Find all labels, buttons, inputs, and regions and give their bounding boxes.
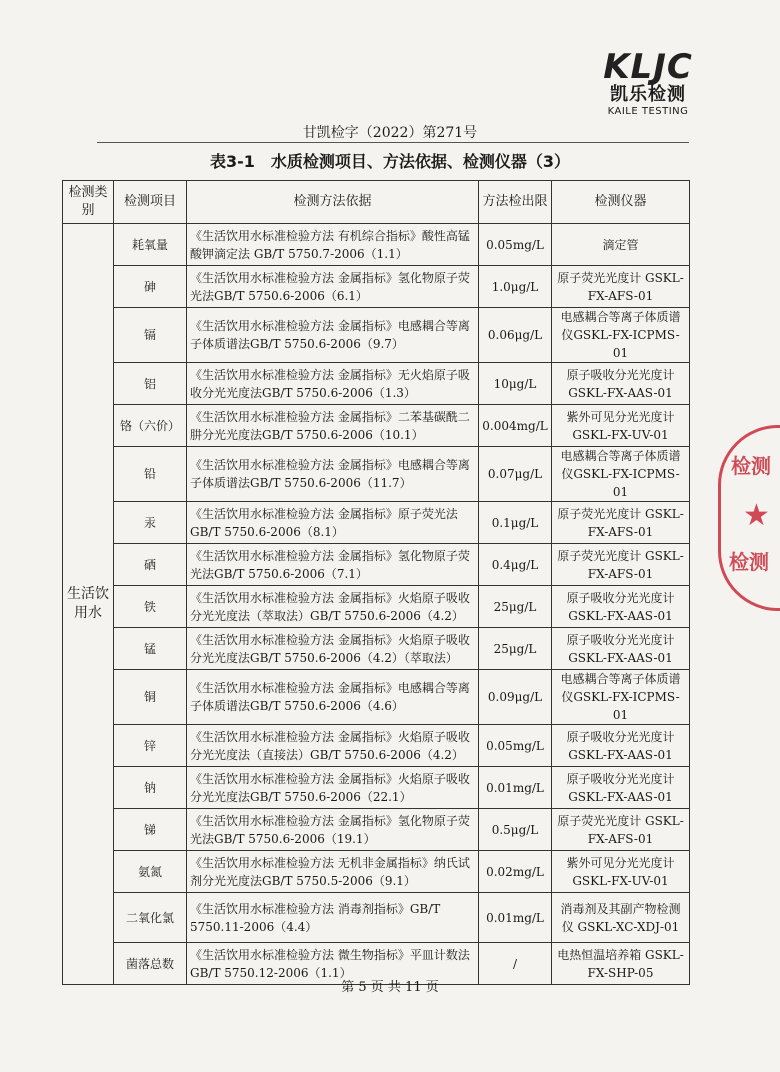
method-cell: 《生活饮用水标准检验方法 金属指标》电感耦合等离子体质谱法GB/T 5750.6-2006（4.6） (187, 670, 479, 725)
header-item: 检测项目 (114, 181, 187, 224)
method-cell: 《生活饮用水标准检验方法 金属指标》电感耦合等离子体质谱法GB/T 5750.6-2006（9.7） (187, 308, 479, 363)
instrument-cell: 原子荧光光度计 GSKL-FX-AFS-01 (552, 266, 690, 308)
limit-cell: 0.09μg/L (479, 670, 552, 725)
table-row (63, 363, 690, 405)
limit-cell: 25μg/L (479, 586, 552, 628)
table-row (63, 224, 690, 266)
logo-mark: KLJC (603, 47, 693, 87)
table-row (63, 767, 690, 809)
inspection-stamp (718, 425, 780, 611)
table-row (63, 266, 690, 308)
limit-cell: 0.4μg/L (479, 544, 552, 586)
table-row (63, 502, 690, 544)
header-limit: 方法检出限 (479, 181, 552, 224)
limit-cell: 0.07μg/L (479, 447, 552, 502)
table-header-row (63, 181, 690, 224)
limit-cell: / (479, 943, 552, 985)
table-row (63, 628, 690, 670)
instrument-cell: 电感耦合等离子体质谱仪GSKL-FX-ICPMS-01 (552, 308, 690, 363)
table-row (63, 725, 690, 767)
method-cell: 《生活饮用水标准检验方法 金属指标》火焰原子吸收分光光度法（直接法）GB/T 5750.6-2006（4.2） (187, 725, 479, 767)
item-cell: 砷 (114, 266, 187, 308)
item-cell: 锑 (114, 809, 187, 851)
method-cell: 《生活饮用水标准检验方法 金属指标》无火焰原子吸收分光光度法GB/T 5750.6-2006（1.3） (187, 363, 479, 405)
item-cell: 铝 (114, 363, 187, 405)
method-cell: 《生活饮用水标准检验方法 金属指标》火焰原子吸收分光光度法（萃取法）GB/T 5750.6-2006（4.2） (187, 586, 479, 628)
item-cell: 铅 (114, 447, 187, 502)
limit-cell: 0.05mg/L (479, 224, 552, 266)
table-row (63, 851, 690, 893)
instrument-cell: 原子吸收分光光度计 GSKL-FX-AAS-01 (552, 725, 690, 767)
item-cell: 铬（六价） (114, 405, 187, 447)
item-cell: 镉 (114, 308, 187, 363)
method-cell: 《生活饮用水标准检验方法 微生物指标》平皿计数法GB/T 5750.12-2006（1.1） (187, 943, 479, 985)
method-cell: 《生活饮用水标准检验方法 金属指标》氢化物原子荧光法GB/T 5750.6-2006（6.1） (187, 266, 479, 308)
limit-cell: 0.02mg/L (479, 851, 552, 893)
item-cell: 耗氧量 (114, 224, 187, 266)
star-icon: ★ (743, 498, 770, 533)
header-category: 检测类别 (63, 181, 114, 224)
method-cell: 《生活饮用水标准检验方法 金属指标》电感耦合等离子体质谱法GB/T 5750.6-2006（11.7） (187, 447, 479, 502)
item-cell: 锌 (114, 725, 187, 767)
table-row (63, 893, 690, 943)
item-cell: 锰 (114, 628, 187, 670)
instrument-cell: 电热恒温培养箱 GSKL-FX-SHP-05 (552, 943, 690, 985)
table-row (63, 447, 690, 502)
item-cell: 汞 (114, 502, 187, 544)
instrument-cell: 原子荧光光度计 GSKL-FX-AFS-01 (552, 544, 690, 586)
limit-cell: 25μg/L (479, 628, 552, 670)
stamp-text-bottom: 检测 (729, 550, 769, 574)
item-cell: 二氧化氯 (114, 893, 187, 943)
header-instrument: 检测仪器 (552, 181, 690, 224)
limit-cell: 10μg/L (479, 363, 552, 405)
table-row (63, 670, 690, 725)
logo-name-cn: 凯乐检测 (610, 84, 686, 105)
table-row (63, 405, 690, 447)
method-cell: 《生活饮用水标准检验方法 金属指标》原子荧光法 GB/T 5750.6-2006（8.1） (187, 502, 479, 544)
stamp-text-top: 检测 (731, 454, 771, 478)
page-footer: 第 5 页 共 11 页 (341, 980, 439, 995)
limit-cell: 0.01mg/L (479, 767, 552, 809)
method-cell: 《生活饮用水标准检验方法 有机综合指标》酸性高锰酸钾滴定法 GB/T 5750.7-2006（1.1） (187, 224, 479, 266)
limit-cell: 0.06μg/L (479, 308, 552, 363)
item-cell: 钠 (114, 767, 187, 809)
instrument-cell: 原子吸收分光光度计 GSKL-FX-AAS-01 (552, 586, 690, 628)
table-row (63, 544, 690, 586)
limit-cell: 0.05mg/L (479, 725, 552, 767)
instrument-cell: 电感耦合等离子体质谱仪GSKL-FX-ICPMS-01 (552, 670, 690, 725)
table-row (63, 809, 690, 851)
instrument-cell: 原子吸收分光光度计 GSKL-FX-AAS-01 (552, 363, 690, 405)
method-cell: 《生活饮用水标准检验方法 消毒剂指标》GB/T 5750.11-2006（4.4） (187, 893, 479, 943)
test-methods-table (62, 180, 690, 985)
instrument-cell: 消毒剂及其副产物检测仪 GSKL-XC-XDJ-01 (552, 893, 690, 943)
item-cell: 铁 (114, 586, 187, 628)
logo-name-en: KAILE TESTING (607, 106, 689, 117)
method-cell: 《生活饮用水标准检验方法 金属指标》火焰原子吸收分光光度法GB/T 5750.6-2006（22.1） (187, 767, 479, 809)
item-cell: 硒 (114, 544, 187, 586)
method-cell: 《生活饮用水标准检验方法 无机非金属指标》纳氏试剂分光光度法GB/T 5750.5-2006（9.1） (187, 851, 479, 893)
document-number: 甘凯检字（2022）第271号 (302, 125, 478, 141)
table-row (63, 308, 690, 363)
instrument-cell: 紫外可见分光光度计 GSKL-FX-UV-01 (552, 851, 690, 893)
header-method: 检测方法依据 (187, 181, 479, 224)
table-row (63, 586, 690, 628)
instrument-cell: 原子荧光光度计 GSKL-FX-AFS-01 (552, 809, 690, 851)
instrument-cell: 滴定管 (552, 224, 690, 266)
category-cell: 生活饮用水 (63, 224, 114, 985)
instrument-cell: 电感耦合等离子体质谱仪GSKL-FX-ICPMS-01 (552, 447, 690, 502)
instrument-cell: 紫外可见分光光度计 GSKL-FX-UV-01 (552, 405, 690, 447)
table-title: 表3-1 水质检测项目、方法依据、检测仪器（3） (209, 152, 571, 171)
limit-cell: 1.0μg/L (479, 266, 552, 308)
item-cell: 铜 (114, 670, 187, 725)
item-cell: 氨氮 (114, 851, 187, 893)
item-cell: 菌落总数 (114, 943, 187, 985)
instrument-cell: 原子吸收分光光度计 GSKL-FX-AAS-01 (552, 628, 690, 670)
header-divider (97, 142, 689, 143)
instrument-cell: 原子吸收分光光度计 GSKL-FX-AAS-01 (552, 767, 690, 809)
company-logo (598, 47, 698, 118)
method-cell: 《生活饮用水标准检验方法 金属指标》二苯基碳酰二肼分光光度法GB/T 5750.6-2006（10.1） (187, 405, 479, 447)
limit-cell: 0.01mg/L (479, 893, 552, 943)
method-cell: 《生活饮用水标准检验方法 金属指标》氢化物原子荧光法GB/T 5750.6-2006（7.1） (187, 544, 479, 586)
limit-cell: 0.004mg/L (479, 405, 552, 447)
instrument-cell: 原子荧光光度计 GSKL-FX-AFS-01 (552, 502, 690, 544)
method-cell: 《生活饮用水标准检验方法 金属指标》火焰原子吸收分光光度法GB/T 5750.6-2006（4.2）（萃取法） (187, 628, 479, 670)
limit-cell: 0.5μg/L (479, 809, 552, 851)
method-cell: 《生活饮用水标准检验方法 金属指标》氢化物原子荧光法GB/T 5750.6-2006（19.1） (187, 809, 479, 851)
limit-cell: 0.1μg/L (479, 502, 552, 544)
